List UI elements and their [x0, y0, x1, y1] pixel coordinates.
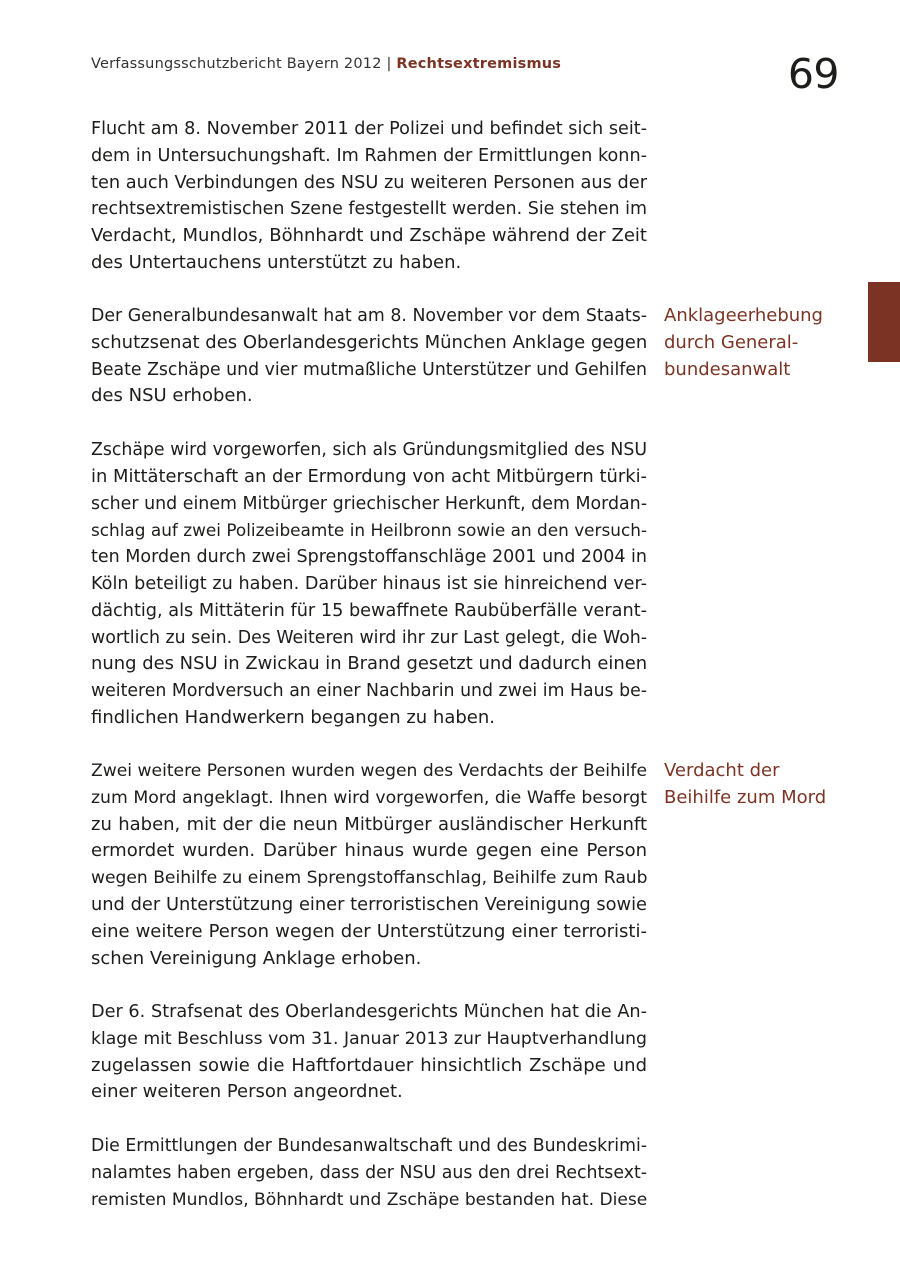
- text-line: scher und einem Mitbürger griechischer Herkunft, dem Mordan-: [91, 493, 647, 514]
- chapter-thumb-tab: [868, 282, 900, 362]
- paragraph-3: [91, 437, 647, 732]
- margin-note-line: durch General-: [664, 331, 799, 353]
- margin-note-anklageerhebung: [664, 303, 854, 383]
- text-line: Verdacht, Mundlos, Böhnhardt und Zschäpe während der Zeit: [91, 225, 647, 247]
- text-line: Der 6. Strafsenat des Oberlandesgerichts München hat die An-: [91, 1002, 647, 1022]
- text-line: schutzsenat des Oberlandesgerichts München Anklage gegen: [91, 331, 648, 353]
- text-line: Der Generalbundesanwalt hat am 8. November vor dem Staats-: [91, 306, 647, 326]
- text-line: Zschäpe wird vorgeworfen, sich als Gründungsmitglied des NSU: [91, 440, 647, 460]
- text-line: Zwei weitere Personen wurden wegen des Verdachts der Beihilfe: [91, 761, 647, 781]
- text-line: zum Mord angeklagt. Ihnen wird vorgeworfen, die Waffe besorgt: [91, 787, 647, 808]
- paragraph-2: [91, 303, 647, 410]
- page-number: 69: [787, 50, 839, 98]
- text-line: schen Vereinigung Anklage erhoben.: [91, 947, 422, 969]
- text-line: remisten Mundlos, Böhnhardt und Zschäpe bestanden hat. Diese: [91, 1189, 648, 1210]
- text-line: Beate Zschäpe und vier mutmaßliche Unterstützer und Gehilfen: [91, 359, 647, 380]
- margin-note-line: Beihilfe zum Mord: [664, 786, 827, 808]
- text-line: des NSU erhoben.: [91, 385, 253, 407]
- text-line: einer weiteren Person angeordnet.: [91, 1081, 403, 1103]
- text-line: ermordet wurden. Darüber hinaus wurde gegen eine Person: [91, 840, 647, 862]
- section-title: Rechtsextremismus: [396, 56, 562, 72]
- text-line: des Untertauchens unterstützt zu haben.: [91, 251, 462, 273]
- text-line: zugelassen sowie die Haftfortdauer hinsichtlich Zschäpe und: [91, 1054, 647, 1076]
- paragraph-6: [91, 1133, 647, 1213]
- text-line: wegen Beihilfe zu einem Sprengstoffanschlag, Beihilfe zum Raub: [91, 868, 648, 889]
- text-line: wortlich zu sein. Des Weiteren wird ihr zur Last gelegt, die Woh-: [91, 627, 647, 648]
- publication-title: Verfassungsschutzbericht Bayern 2012: [91, 56, 382, 72]
- text-line: Köln beteiligt zu haben. Darüber hinaus ist sie hinreichend ver-: [91, 573, 647, 594]
- margin-note-line: Verdacht der: [664, 760, 780, 781]
- text-line: Flucht am 8. November 2011 der Polizei und befindet sich seit-: [91, 119, 647, 139]
- text-line: nalamtes haben ergeben, dass der NSU aus den drei Rechtsext-: [91, 1162, 647, 1183]
- text-line: klage mit Beschluss vom 31. Januar 2013 zur Hauptverhandlung: [91, 1028, 647, 1049]
- margin-note-line: bundesanwalt: [664, 358, 791, 380]
- text-line: eine weitere Person wegen der Unterstützung einer terroristi-: [91, 920, 647, 942]
- header-separator: |: [386, 56, 392, 72]
- text-line: Die Ermittlungen der Bundesanwaltschaft und des Bundeskrimi-: [91, 1136, 647, 1156]
- paragraph-4: [91, 758, 647, 972]
- text-line: in Mittäterschaft an der Ermordung von acht Mitbürgern türki-: [91, 465, 647, 487]
- text-line: dächtig, als Mittäterin für 15 bewaffnete Raubüberfälle verant-: [91, 600, 647, 621]
- text-line: ten auch Verbindungen des NSU zu weiteren Personen aus der: [91, 172, 647, 193]
- text-line: weiteren Mordversuch an einer Nachbarin und zwei im Haus be-: [91, 681, 647, 702]
- paragraph-1: [91, 116, 647, 277]
- margin-note-beihilfe: [664, 758, 854, 812]
- text-line: schlag auf zwei Polizeibeamte in Heilbronn sowie an den versuch-: [91, 520, 647, 541]
- text-line: nung des NSU in Zwickau in Brand gesetzt und dadurch einen: [91, 653, 648, 675]
- text-line: rechtsextremistischen Szene festgestellt werden. Sie stehen im: [91, 199, 647, 220]
- margin-note-line: Anklageerhebung: [664, 305, 823, 326]
- text-line: zu haben, mit der die neun Mitbürger ausländischer Herkunft: [91, 813, 647, 835]
- text-line: findlichen Handwerkern begangen zu haben.: [91, 706, 495, 728]
- text-line: und der Unterstützung einer terroristischen Vereinigung sowie: [91, 893, 647, 915]
- running-head: [91, 56, 561, 72]
- text-line: ten Morden durch zwei Sprengstoffanschläge 2001 und 2004 in: [91, 547, 647, 568]
- paragraph-5: [91, 999, 647, 1106]
- text-line: dem in Untersuchungshaft. Im Rahmen der Ermittlungen konn-: [91, 145, 647, 166]
